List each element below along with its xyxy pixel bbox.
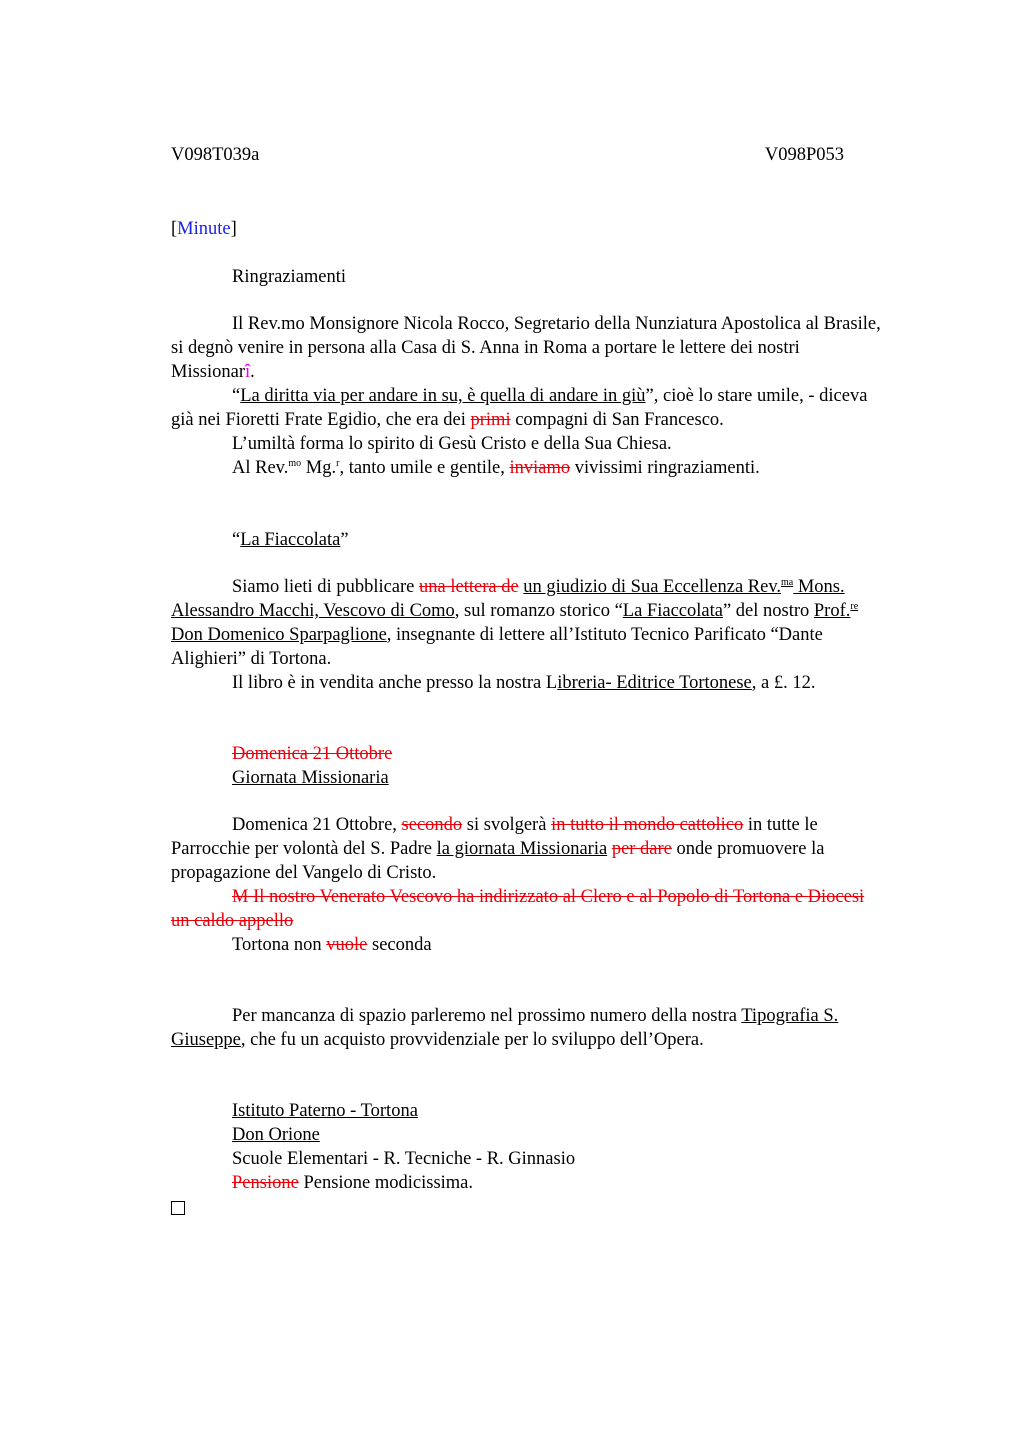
section-title-fiaccolata: “La Fiaccolata” (232, 530, 349, 550)
minute-link: Minute (177, 219, 231, 239)
checkbox-icon (171, 1195, 887, 1221)
institute-name: Istituto Paterno - Tortona (232, 1101, 418, 1121)
paragraph: Il libro è in vendita anche presso la nostra Libreria- Editrice Tortonese, a £. 12. (232, 673, 816, 693)
paragraph: Domenica 21 Ottobre, secondo si svolgerà in tutto il mondo cattolico in tutte le Parrocchie per volontà del S. Padre la giornata Missionaria per dare onde promuovere la propagazione del Vangelo di Cristo. (171, 815, 825, 883)
header-left-code: V098T039a (171, 145, 260, 165)
header (171, 145, 887, 173)
document-page (171, 145, 887, 1221)
deleted-text: vuole (326, 935, 368, 955)
deleted-text: secondo (401, 815, 463, 835)
deleted-text: Pensione (232, 1173, 299, 1193)
institute-schools: Scuole Elementari - R. Tecniche - R. Ginnasio (232, 1149, 576, 1169)
deleted-text: inviamo (509, 458, 571, 478)
institute-founder: Don Orione (232, 1125, 320, 1145)
paragraph: Per mancanza di spazio parleremo nel prossimo numero della nostra Tipografia S. Giuseppe, che fu un acquisto provvidenziale per lo sviluppo dell’Opera. (171, 1006, 839, 1050)
paragraph: L’umiltà forma lo spirito di Gesù Cristo e della Sua Chiesa. (232, 434, 672, 454)
deleted-title: Domenica 21 Ottobre (232, 744, 393, 764)
deleted-text: una lettera de (419, 577, 519, 597)
paragraph: Al Rev.$^{mo}$ Mg.$^r$, tanto umile e gentile, inviamo vivissimi ringraziamenti. (232, 458, 760, 478)
institute-pension: Pensione Pensione modicissima. (232, 1173, 474, 1193)
section-title-ringraziamenti: Ringraziamenti (232, 267, 347, 287)
deleted-text: per dare (611, 839, 672, 859)
header-right-code: V098P053 (764, 145, 844, 165)
paragraph: Tortona non vuole seconda (232, 935, 432, 955)
minute-label: [Minute] (171, 219, 237, 239)
editor-mark: î (245, 362, 251, 382)
deleted-text: primi (470, 410, 511, 430)
deleted-text: in tutto il mondo cattolico (551, 815, 744, 835)
paragraph: Siamo lieti di pubblicare una lettera de un giudizio di Sua Eccellenza Rev.$^{ma}$ Mons. Alessandro Macchi, Vescovo di Como, sul romanzo storico “La Fiaccolata” del nostro Prof.$^{re}$ Don Domenico Sparpaglione, insegnante di lettere all’Istituto Tecnico Parificato “Dante Alighieri” di Tortona. (171, 577, 859, 669)
paragraph: Il Rev.mo Monsignore Nicola Rocco, Segretario della Nunziatura Apostolica al Brasile, si degnò venire in persona alla Casa di S. Anna in Roma a portare le lettere dei nostri Missionarî. (171, 314, 881, 382)
paragraph (171, 885, 887, 933)
deleted-text: M Il nostro Venerato Vescovo ha indirizzato al Clero e al Popolo di Tortona e Diocesi un caldo appello (171, 887, 865, 931)
section-title-giornata: Giornata Missionaria (232, 768, 389, 788)
paragraph: “La diritta via per andare in su, è quella di andare in giù”, cioè lo stare umile, - diceva già nei Fioretti Frate Egidio, che era dei primi compagni di San Francesco. (171, 386, 868, 430)
